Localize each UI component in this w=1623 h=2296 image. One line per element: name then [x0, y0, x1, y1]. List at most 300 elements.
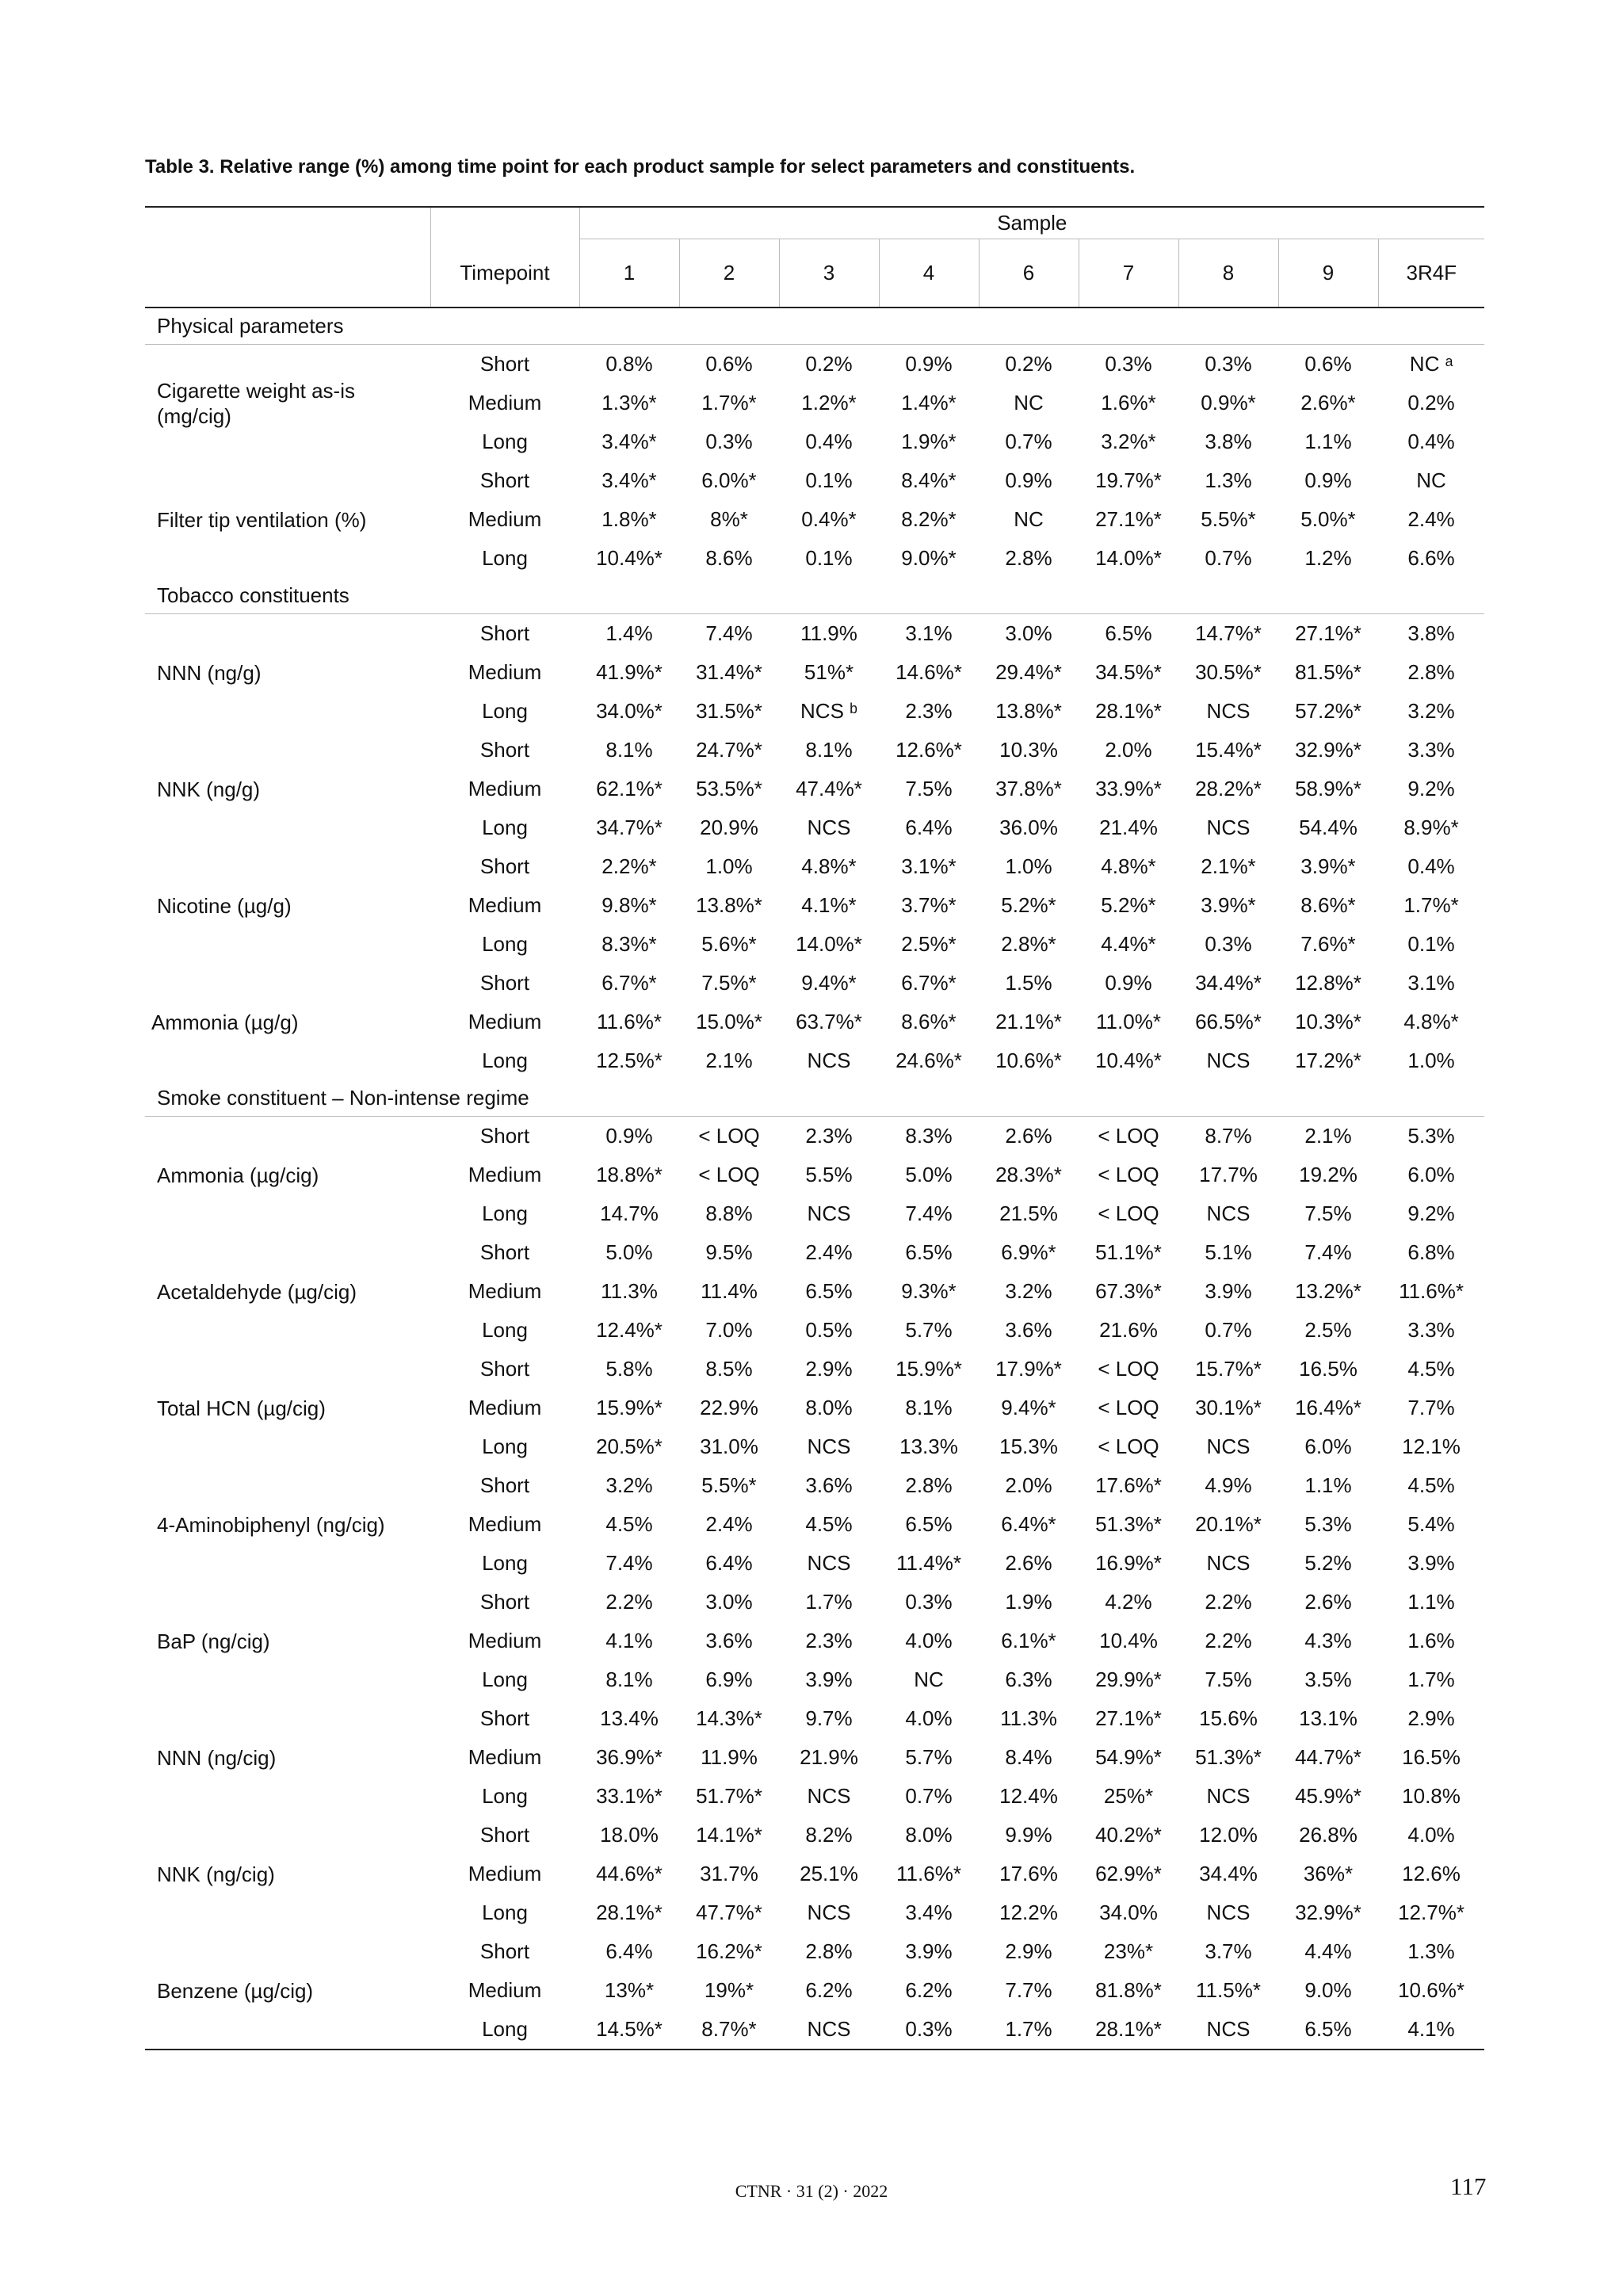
value-cell: 0.1% — [1407, 932, 1455, 956]
value-cell: 5.5% — [805, 1163, 853, 1186]
value-cell: 6.5% — [805, 1279, 853, 1303]
value-cell: NC ᵃ — [1409, 352, 1453, 376]
timepoint-cell: Medium — [468, 893, 542, 917]
value-cell: 0.9%* — [1201, 391, 1256, 415]
value-cell: 2.3% — [805, 1629, 853, 1652]
value-cell: 34.4%* — [1195, 971, 1262, 995]
value-cell: 3.9% — [905, 1939, 953, 1963]
value-cell: 11.3% — [601, 1279, 658, 1303]
value-cell: 6.5% — [905, 1512, 953, 1536]
value-cell: 0.9% — [1304, 468, 1352, 492]
value-cell: 0.9% — [605, 1124, 653, 1148]
header-corner — [145, 207, 430, 239]
value-cell: 6.2% — [905, 1978, 953, 2002]
value-cell: 16.9%* — [1095, 1551, 1162, 1575]
value-cell: 8.2%* — [901, 507, 957, 531]
value-cell: 5.3% — [1407, 1124, 1455, 1148]
value-cell: 3.4% — [905, 1901, 953, 1924]
value-cell: 1.1% — [1304, 1473, 1352, 1497]
value-cell: 8.7% — [1205, 1124, 1252, 1148]
value-cell: 4.8%* — [801, 854, 857, 878]
value-cell: 10.6%* — [995, 1049, 1062, 1072]
value-cell: 4.4% — [1304, 1939, 1352, 1963]
value-cell: 27.1%* — [1295, 621, 1361, 645]
value-cell: 2.8% — [905, 1473, 953, 1497]
table-row — [145, 461, 1484, 500]
value-cell: 8.7%* — [679, 2010, 779, 2050]
value-cell: 3.4%* — [601, 468, 657, 492]
header-row-columns — [145, 239, 1484, 308]
sample-header: Sample — [579, 207, 1484, 239]
value-cell: 67.3%* — [1095, 1279, 1162, 1303]
value-cell: < LOQ — [1098, 1201, 1159, 1225]
column-header-sample: 2 — [679, 239, 779, 308]
value-cell: 6.5% — [905, 1240, 953, 1264]
value-cell: 0.7% — [1005, 430, 1052, 453]
value-cell: 2.8%* — [1001, 932, 1056, 956]
value-cell: 5.8% — [605, 1357, 653, 1381]
value-cell: 51.7%* — [696, 1784, 762, 1808]
value-cell: 11.6%* — [896, 1862, 961, 1885]
value-cell: 2.8% — [1407, 660, 1455, 684]
value-cell: 0.7% — [1205, 1318, 1252, 1342]
parameter-label: NNK (ng/g) — [157, 777, 261, 801]
value-cell: 2.8% — [1005, 546, 1052, 570]
timepoint-cell: Short — [479, 1473, 530, 1497]
value-cell: 12.6% — [1402, 1862, 1461, 1885]
value-cell: 5.0% — [605, 1240, 653, 1264]
value-cell: 51.3%* — [1095, 1512, 1162, 1536]
value-cell: 6.4% — [605, 1939, 653, 1963]
value-cell: NCS — [1206, 1049, 1251, 1072]
value-cell: 2.4% — [1407, 507, 1455, 531]
value-cell: 12.7%* — [1398, 1901, 1465, 1924]
value-cell: 0.6% — [1304, 352, 1352, 376]
value-cell: 58.9%* — [1295, 777, 1361, 800]
value-cell: 6.1%* — [1001, 1629, 1056, 1652]
table-row — [145, 1466, 1484, 1505]
column-header-sample: 8 — [1178, 239, 1278, 308]
value-cell: 4.4%* — [1101, 932, 1156, 956]
value-cell: < LOQ — [1098, 1163, 1159, 1186]
value-cell: 7.7% — [1005, 1978, 1052, 2002]
value-cell: 6.6% — [1407, 546, 1455, 570]
value-cell: 19.2% — [1299, 1163, 1358, 1186]
timepoint-cell: Medium — [468, 1629, 542, 1652]
timepoint-cell: Long — [482, 1784, 528, 1808]
value-cell: 44.6%* — [596, 1862, 663, 1885]
value-cell: 8.8% — [705, 1201, 753, 1225]
value-cell: 0.4% — [805, 430, 853, 453]
value-cell: 10.3% — [999, 738, 1058, 762]
value-cell: 7.5% — [1205, 1668, 1252, 1691]
timepoint-cell: Short — [479, 1357, 530, 1381]
value-cell: 3.7% — [1205, 1939, 1252, 1963]
value-cell: 6.5% — [1278, 2010, 1378, 2050]
value-cell: 19%* — [704, 1978, 754, 2002]
value-cell: NC — [914, 1668, 944, 1691]
value-cell: 8.1% — [905, 1396, 953, 1419]
value-cell: 5.6%* — [701, 932, 757, 956]
value-cell: 63.7%* — [796, 1010, 862, 1033]
section-row — [145, 308, 1484, 345]
value-cell: 5.3% — [1304, 1512, 1352, 1536]
value-cell: NC — [1416, 468, 1446, 492]
value-cell: 0.3% — [1205, 932, 1252, 956]
value-cell: 4.3% — [1304, 1629, 1352, 1652]
value-cell: NCS — [807, 1784, 851, 1808]
value-cell: 7.6%* — [1300, 932, 1356, 956]
value-cell: 1.7%* — [701, 391, 757, 415]
table-row — [145, 1699, 1484, 1738]
timepoint-cell: Medium — [468, 1163, 542, 1186]
value-cell: 31.5%* — [696, 699, 762, 723]
value-cell: 21.4% — [1099, 816, 1158, 839]
value-cell: 25%* — [1103, 1784, 1154, 1808]
value-cell: 16.5% — [1299, 1357, 1358, 1381]
value-cell: 14.0%* — [1095, 546, 1162, 570]
value-cell: 10.3%* — [1295, 1010, 1361, 1033]
value-cell: 1.5% — [1005, 971, 1052, 995]
value-cell: 20.9% — [700, 816, 758, 839]
value-cell: 5.0% — [905, 1163, 953, 1186]
results-table-container — [145, 206, 1484, 2050]
timepoint-cell: Medium — [468, 1396, 542, 1419]
timepoint-cell: Long — [482, 932, 528, 956]
value-cell: 2.9% — [805, 1357, 853, 1381]
value-cell: 7.7% — [1407, 1396, 1455, 1419]
value-cell: NCS ᵇ — [800, 699, 857, 723]
value-cell: 16.2%* — [696, 1939, 762, 1963]
value-cell: 12.4%* — [596, 1318, 663, 1342]
value-cell: 33.9%* — [1095, 777, 1162, 800]
value-cell: 2.6% — [1005, 1551, 1052, 1575]
value-cell: 1.4%* — [901, 391, 957, 415]
value-cell: 2.0% — [1005, 1473, 1052, 1497]
value-cell: 3.9%* — [1300, 854, 1356, 878]
value-cell: 24.7%* — [696, 738, 762, 762]
value-cell: 8.9%* — [1403, 816, 1459, 839]
value-cell: NCS — [1206, 1901, 1251, 1924]
value-cell: 13.3% — [899, 1435, 958, 1458]
value-cell: 31.4%* — [696, 660, 762, 684]
value-cell: 21.9% — [800, 1745, 858, 1769]
value-cell: 21.5% — [999, 1201, 1058, 1225]
parameter-label: Ammonia (µg/g) — [151, 1010, 299, 1034]
value-cell: 7.0% — [705, 1318, 753, 1342]
value-cell: 57.2%* — [1295, 699, 1361, 723]
column-header-sample: 7 — [1079, 239, 1178, 308]
value-cell: 8.6% — [705, 546, 753, 570]
value-cell: 81.8%* — [1095, 1978, 1162, 2002]
value-cell: 11.5%* — [1196, 1978, 1261, 2002]
value-cell: 32.9%* — [1295, 1901, 1361, 1924]
value-cell: 6.7%* — [601, 971, 657, 995]
value-cell: 8.3%* — [601, 932, 657, 956]
value-cell: 36.9%* — [596, 1745, 663, 1769]
parameter-label: Filter tip ventilation (%) — [157, 507, 367, 532]
value-cell: 14.3%* — [696, 1706, 762, 1730]
value-cell: 4.9% — [1205, 1473, 1252, 1497]
timepoint-cell: Medium — [468, 1862, 542, 1885]
timepoint-cell: Short — [479, 468, 530, 492]
value-cell: NCS — [807, 1901, 851, 1924]
value-cell: NCS — [807, 1201, 851, 1225]
value-cell: 62.1%* — [596, 777, 663, 800]
value-cell: 4.5% — [1407, 1473, 1455, 1497]
value-cell: 8.3% — [905, 1124, 953, 1148]
value-cell: 9.2% — [1407, 1201, 1455, 1225]
timepoint-cell: Long — [482, 1318, 528, 1342]
timepoint-cell: Medium — [468, 1978, 542, 2002]
timepoint-cell: Short — [479, 352, 530, 376]
value-cell: 66.5%* — [1195, 1010, 1262, 1033]
table-row — [145, 731, 1484, 770]
value-cell: 15.7%* — [1195, 1357, 1262, 1381]
timepoint-cell: Medium — [468, 660, 542, 684]
timepoint-cell: Medium — [468, 1279, 542, 1303]
value-cell: 41.9%* — [596, 660, 663, 684]
value-cell: 34.7%* — [596, 816, 663, 839]
timepoint-cell: Long — [482, 1901, 528, 1924]
value-cell: 6.0% — [1407, 1163, 1455, 1186]
value-cell: 47.7%* — [696, 1901, 762, 1924]
value-cell: 5.0%* — [1300, 507, 1356, 531]
value-cell: 0.9% — [905, 352, 953, 376]
timepoint-cell: Long — [482, 699, 528, 723]
timepoint-cell: Long — [482, 1201, 528, 1225]
value-cell: 29.9%* — [1095, 1668, 1162, 1691]
column-header-sample: 4 — [879, 239, 979, 308]
parameter-label: NNN (ng/g) — [157, 660, 262, 685]
value-cell: 3.2% — [605, 1473, 653, 1497]
value-cell: 0.9% — [1005, 468, 1052, 492]
value-cell: 9.3%* — [901, 1279, 957, 1303]
value-cell: 2.2% — [605, 1590, 653, 1614]
value-cell: 9.4%* — [801, 971, 857, 995]
value-cell: 11.6%* — [597, 1010, 662, 1033]
value-cell: NCS — [807, 1435, 851, 1458]
value-cell: 0.8% — [605, 352, 653, 376]
value-cell: 47.4%* — [796, 777, 862, 800]
value-cell: 16.5% — [1402, 1745, 1461, 1769]
timepoint-cell: Short — [479, 1240, 530, 1264]
value-cell: NCS — [1206, 1435, 1251, 1458]
value-cell: 6.0% — [1304, 1435, 1352, 1458]
value-cell: 13%* — [604, 1978, 655, 2002]
table-caption: Table 3. Relative range (%) among time point for each product sample for select parameters and constituents. — [145, 156, 1136, 178]
value-cell: 1.4% — [605, 621, 653, 645]
value-cell: 6.2% — [805, 1978, 853, 2002]
value-cell: 3.4%* — [601, 430, 657, 453]
value-cell: NCS — [1206, 1201, 1251, 1225]
timepoint-cell: Short — [479, 1124, 530, 1148]
value-cell: 31.0% — [700, 1435, 758, 1458]
value-cell: 10.6%* — [1398, 1978, 1465, 2002]
value-cell: 5.2% — [1304, 1551, 1352, 1575]
table-body — [145, 308, 1484, 2050]
value-cell: 51.1%* — [1095, 1240, 1162, 1264]
value-cell: 1.1% — [1407, 1590, 1455, 1614]
value-cell: 3.2% — [1005, 1279, 1052, 1303]
value-cell: 2.5%* — [901, 932, 957, 956]
value-cell: 1.9% — [1005, 1590, 1052, 1614]
page-number: 117 — [1450, 2172, 1487, 2200]
value-cell: 3.5% — [1304, 1668, 1352, 1691]
table-row — [145, 345, 1484, 384]
journal-footer: CTNR · 31 (2) · 2022 — [735, 2181, 888, 2201]
parameter-label: Ammonia (µg/cig) — [157, 1163, 319, 1187]
value-cell: 14.0%* — [796, 932, 862, 956]
value-cell: 34.4% — [1199, 1862, 1258, 1885]
value-cell: 3.9% — [805, 1668, 853, 1691]
value-cell: NCS — [779, 2010, 879, 2050]
value-cell: 0.5% — [805, 1318, 853, 1342]
value-cell: 2.4% — [805, 1240, 853, 1264]
value-cell: 2.3% — [805, 1124, 853, 1148]
value-cell: 8.6%* — [901, 1010, 957, 1033]
value-cell: 6.9%* — [1001, 1240, 1056, 1264]
value-cell: 12.0% — [1199, 1823, 1258, 1847]
value-cell: NCS — [807, 816, 851, 839]
timepoint-cell: Long — [482, 430, 528, 453]
value-cell: 27.1%* — [1095, 507, 1162, 531]
value-cell: 1.3% — [1205, 468, 1252, 492]
value-cell: 0.2% — [1005, 352, 1052, 376]
timepoint-cell: Short — [479, 1706, 530, 1730]
table-row — [145, 1350, 1484, 1389]
value-cell: 4.5% — [605, 1512, 653, 1536]
value-cell: 36%* — [1303, 1862, 1354, 1885]
value-cell: 3.2% — [1407, 699, 1455, 723]
value-cell: 6.4% — [705, 1551, 753, 1575]
value-cell: 1.6%* — [1101, 391, 1156, 415]
value-cell: 4.1% — [605, 1629, 653, 1652]
column-header-sample: 1 — [579, 239, 679, 308]
timepoint-cell: Short — [479, 738, 530, 762]
value-cell: 9.7% — [805, 1706, 853, 1730]
value-cell: 7.4% — [905, 1201, 953, 1225]
value-cell: < LOQ — [1098, 1396, 1159, 1419]
table-row — [145, 1117, 1484, 1156]
value-cell: 13.8%* — [995, 699, 1062, 723]
value-cell: 27.1%* — [1095, 1706, 1162, 1730]
value-cell: 7.4% — [1304, 1240, 1352, 1264]
value-cell: 4.1% — [1378, 2010, 1484, 2050]
value-cell: 4.8%* — [1403, 1010, 1459, 1033]
value-cell: 1.6% — [1407, 1629, 1455, 1652]
value-cell: 17.6% — [999, 1862, 1058, 1885]
value-cell: 14.7% — [600, 1201, 659, 1225]
value-cell: 3.9%* — [1201, 893, 1256, 917]
value-cell: < LOQ — [1098, 1357, 1159, 1381]
value-cell: 0.3% — [705, 430, 753, 453]
value-cell: 16.4%* — [1295, 1396, 1361, 1419]
value-cell: 0.4% — [1407, 430, 1455, 453]
value-cell: 17.9%* — [995, 1357, 1062, 1381]
header-param-blank — [145, 239, 430, 308]
value-cell: 12.1% — [1402, 1435, 1461, 1458]
value-cell: 19.7%* — [1095, 468, 1162, 492]
table-row — [145, 847, 1484, 886]
value-cell: 5.7% — [905, 1745, 953, 1769]
timepoint-cell: Short — [479, 854, 530, 878]
value-cell: < LOQ — [698, 1163, 760, 1186]
value-cell: 2.6% — [1005, 1124, 1052, 1148]
value-cell: 4.0% — [905, 1706, 953, 1730]
value-cell: 2.1% — [1304, 1124, 1352, 1148]
value-cell: 15.9%* — [896, 1357, 962, 1381]
value-cell: 17.7% — [1199, 1163, 1258, 1186]
value-cell: 0.1% — [805, 468, 853, 492]
value-cell: 8.4%* — [901, 468, 957, 492]
section-row — [145, 578, 1484, 614]
value-cell: NC — [1014, 391, 1044, 415]
value-cell: 11.9% — [701, 1745, 758, 1769]
value-cell: 24.6%* — [896, 1049, 962, 1072]
value-cell: 62.9%* — [1095, 1862, 1162, 1885]
column-header-sample: 9 — [1278, 239, 1378, 308]
timepoint-cell: Short — [479, 1590, 530, 1614]
value-cell: 15.0%* — [696, 1010, 762, 1033]
value-cell: 12.5%* — [596, 1049, 663, 1072]
relative-range-table — [145, 206, 1484, 2050]
value-cell: 8.0% — [805, 1396, 853, 1419]
value-cell: 5.2%* — [1101, 893, 1156, 917]
value-cell: 54.4% — [1299, 816, 1358, 839]
value-cell: NC — [1014, 507, 1044, 531]
value-cell: 0.3% — [879, 2010, 979, 2050]
value-cell: 9.5% — [705, 1240, 753, 1264]
value-cell: 3.6% — [1005, 1318, 1052, 1342]
value-cell: 10.4%* — [596, 546, 663, 570]
value-cell: 31.7% — [700, 1862, 758, 1885]
value-cell: 9.4%* — [1001, 1396, 1056, 1419]
value-cell: 9.8%* — [601, 893, 657, 917]
value-cell: 36.0% — [999, 816, 1058, 839]
value-cell: 1.1% — [1304, 430, 1352, 453]
value-cell: 10.8% — [1402, 1784, 1461, 1808]
value-cell: 0.4%* — [801, 507, 857, 531]
value-cell: 0.7% — [1205, 546, 1252, 570]
timepoint-cell: Long — [482, 1668, 528, 1691]
column-header-sample: 6 — [979, 239, 1079, 308]
value-cell: 6.7%* — [901, 971, 957, 995]
value-cell: NCS — [807, 1551, 851, 1575]
value-cell: 3.8% — [1205, 430, 1252, 453]
value-cell: 14.5%* — [579, 2010, 679, 2050]
value-cell: NCS — [1178, 2010, 1278, 2050]
value-cell: 1.7% — [979, 2010, 1079, 2050]
value-cell: 11.4%* — [896, 1551, 961, 1575]
value-cell: 6.9% — [705, 1668, 753, 1691]
value-cell: 4.0% — [1407, 1823, 1455, 1847]
value-cell: 25.1% — [800, 1862, 858, 1885]
value-cell: 21.1%* — [995, 1010, 1062, 1033]
parameter-label: NNK (ng/cig) — [157, 1862, 275, 1886]
value-cell: 5.5%* — [701, 1473, 757, 1497]
section-title: Tobacco constituents — [145, 578, 1484, 614]
value-cell: 18.0% — [600, 1823, 659, 1847]
value-cell: 8.6%* — [1300, 893, 1356, 917]
value-cell: 9.2% — [1407, 777, 1455, 800]
parameter-label: Cigarette weight as-is (mg/cig) — [157, 378, 355, 428]
section-row — [145, 1080, 1484, 1117]
value-cell: 4.1%* — [801, 893, 857, 917]
value-cell: 0.2% — [1407, 391, 1455, 415]
value-cell: 51.3%* — [1195, 1745, 1262, 1769]
value-cell: 3.6% — [805, 1473, 853, 1497]
